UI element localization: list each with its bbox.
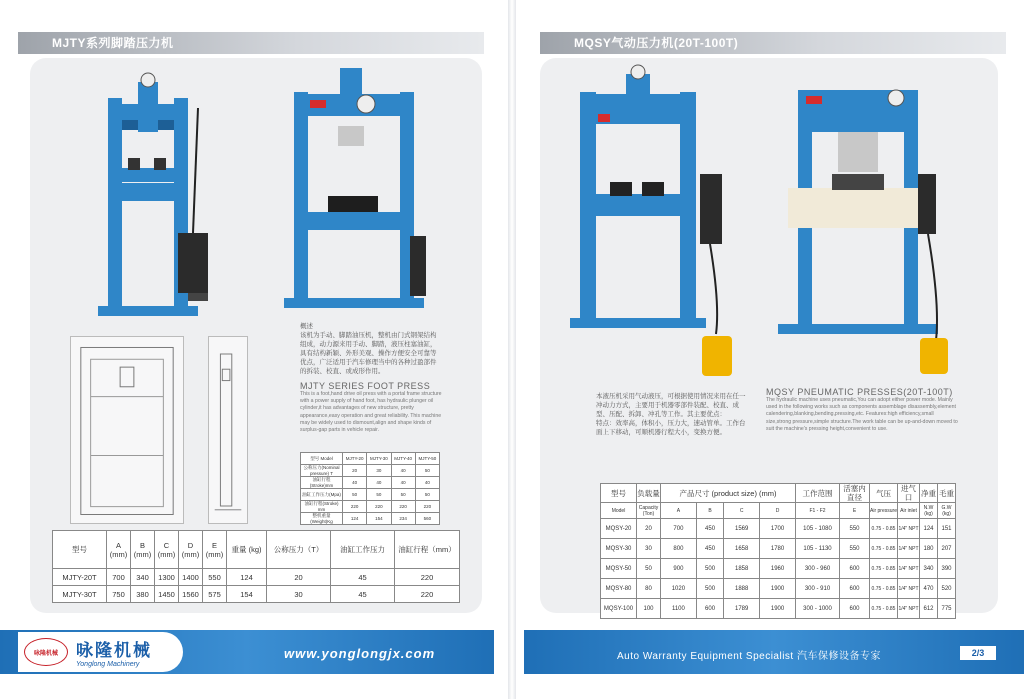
table-row <box>301 501 440 513</box>
table-cell: 30 <box>367 465 391 477</box>
table-cell: 575 <box>203 586 227 603</box>
table-cell: 公称压力(Nominal pressure) T <box>301 465 343 477</box>
description-cn: 该机为手动、脚踏油压机，整机由门式钢架结构组成，动力源来用手动、脚踏，液压柱塞油缸，具有结构新颖、外形美观、操作方便安全可靠等优点，广泛适用于汽车修理当中的各种过盈部件的拆装、校直、或成形作用。 <box>300 332 437 375</box>
table-row <box>301 477 440 489</box>
column-header: 活塞内直径 <box>840 484 870 503</box>
table-cell: 550 <box>840 539 870 559</box>
table-cell: B <box>696 503 723 519</box>
table-cell: 45 <box>331 586 395 603</box>
mjty-press-photo-1 <box>78 68 228 328</box>
table-cell: 500 <box>696 579 723 599</box>
table-cell: 340 <box>131 569 155 586</box>
mjty-description <box>300 322 442 434</box>
table-cell: 600 <box>840 579 870 599</box>
table-cell: 50 <box>391 489 415 501</box>
table-cell: 1858 <box>724 559 760 579</box>
table-cell: Air inlet <box>898 503 920 519</box>
table-cell: 220 <box>395 586 460 603</box>
table-cell: 600 <box>840 559 870 579</box>
table-cell: 520 <box>938 579 956 599</box>
table-cell: 50 <box>415 489 439 501</box>
table-cell: 1/4" NPT <box>898 539 920 559</box>
table-cell: 220 <box>395 569 460 586</box>
table-subheader-row <box>601 503 956 519</box>
table-cell: 900 <box>661 559 697 579</box>
table-cell: 50 <box>367 489 391 501</box>
table-cell: 700 <box>661 519 697 539</box>
description-en-title: MJTY SERIES FOOT PRESS <box>300 381 431 391</box>
table-cell: 1300 <box>155 569 179 586</box>
column-header: 产品尺寸 (product size) (mm) <box>661 484 796 503</box>
table-row <box>301 453 440 465</box>
table-cell: 234 <box>391 513 415 525</box>
table-cell: N.W (kg) <box>920 503 938 519</box>
table-cell: Capacity (Ton) <box>637 503 661 519</box>
table-cell: MQSY-80 <box>601 579 637 599</box>
section-title-mqsy: MQSY气动压力机(20T-100T) <box>540 32 1006 54</box>
brand-name-en: Yonglong Machinery <box>76 661 140 668</box>
technical-drawing-side <box>208 336 248 524</box>
table-row <box>601 539 956 559</box>
table-cell: 390 <box>938 559 956 579</box>
table-row <box>601 579 956 599</box>
table-cell: 40 <box>391 477 415 489</box>
table-cell: 220 <box>391 501 415 513</box>
mqsy-description-en <box>766 388 958 433</box>
table-cell: MQSY-30 <box>601 539 637 559</box>
table-cell: 300 - 1000 <box>796 599 840 619</box>
page-number: 2/3 <box>960 646 996 660</box>
table-cell: 50 <box>637 559 661 579</box>
column-header: 重量 (kg) <box>227 531 267 569</box>
table-cell: 1569 <box>724 519 760 539</box>
description-en: The hydraulic machine uses pneumatic,You can adopt either power mode. Mainly used in the following works such as components assemblage disassembly,element calendering,blanking,bending,pressing,etc. Features:high efficiency,small size,strong pressure,simple structure.The work table can be up-and-down moved to suit the machine's pressing height,convenient to use. <box>766 397 958 432</box>
table-cell: 20 <box>637 519 661 539</box>
table-cell: 1100 <box>661 599 697 619</box>
table-cell: 0.75 - 0.85 <box>870 539 898 559</box>
table-cell: 1789 <box>724 599 760 619</box>
table-cell: 0.75 - 0.85 <box>870 559 898 579</box>
column-header: D (mm) <box>179 531 203 569</box>
table-cell: MJTY-30 <box>367 453 391 465</box>
table-cell: 1450 <box>155 586 179 603</box>
table-cell: 50 <box>415 465 439 477</box>
table-cell: 1900 <box>760 579 796 599</box>
table-cell: 45 <box>331 569 395 586</box>
mqsy-spec-table <box>600 483 956 619</box>
column-header: C (mm) <box>155 531 179 569</box>
table-cell: 1700 <box>760 519 796 539</box>
table-cell: 1888 <box>724 579 760 599</box>
table-cell: F1 - F2 <box>796 503 840 519</box>
table-cell: 1560 <box>179 586 203 603</box>
table-cell: 1/4" NPT <box>898 599 920 619</box>
description-features: 特点：效率高，体积小，压力大，速动管单。工作台面上下移动，可顺机器行程大小，变换方便。 <box>596 420 746 436</box>
table-cell: 20 <box>267 569 331 586</box>
mqsy-press-photo-2 <box>768 84 948 384</box>
mjty-spec-table <box>300 452 440 525</box>
table-cell: 550 <box>203 569 227 586</box>
table-row <box>301 513 440 525</box>
table-cell: 220 <box>415 501 439 513</box>
table-cell: Model <box>601 503 637 519</box>
table-cell: 1020 <box>661 579 697 599</box>
table-cell: MQSY-50 <box>601 559 637 579</box>
table-cell: MJTY-50 <box>415 453 439 465</box>
table-cell: 220 <box>343 501 367 513</box>
brand-name-cn: 咏隆机械 <box>76 641 152 660</box>
table-cell: 700 <box>107 569 131 586</box>
table-cell: MJTY-30T <box>53 586 107 603</box>
table-cell: 500 <box>696 559 723 579</box>
table-cell: 124 <box>920 519 938 539</box>
table-cell: MJTY-20T <box>53 569 107 586</box>
brand-text <box>76 636 152 668</box>
column-header: 工作范围 <box>796 484 840 503</box>
brand-block <box>18 632 183 672</box>
mjty-press-photo-2 <box>284 66 434 316</box>
table-cell: 105 - 1080 <box>796 519 840 539</box>
column-header: 型号 <box>601 484 637 503</box>
table-cell: 整机重量(Weight)Kg <box>301 513 343 525</box>
description-en: This is a foot,hand drive oil press with a portal frame structure with a power supply of hand foot, has hydraulic plunger oil cylinder,it has advantages of new structure, pretty appearance,easy operation and great reliability. This machine may be widely used to dismount,align and shape kinds of surplus-gap parts in vehicle repair. <box>300 391 442 434</box>
description-cn: 本液压机采用气动液压，可根据使用情况来用在任一冲动力方式，主要用于机器零部件装配、校直、成型、压配、拆卸、冲孔等工作。其主要优点： <box>596 393 746 418</box>
table-cell: 220 <box>367 501 391 513</box>
table-cell: 154 <box>367 513 391 525</box>
table-cell: 450 <box>696 519 723 539</box>
table-cell: D <box>760 503 796 519</box>
table-cell: 154 <box>227 586 267 603</box>
table-cell: 100 <box>637 599 661 619</box>
description-en-title: MQSY PNEUMATIC PRESSES(20T-100T) <box>766 387 953 397</box>
table-cell: 0.75 - 0.85 <box>870 599 898 619</box>
table-cell: 470 <box>920 579 938 599</box>
table-row <box>601 599 956 619</box>
description-heading: 概述 <box>300 323 313 330</box>
column-header: B (mm) <box>131 531 155 569</box>
table-cell: 180 <box>920 539 938 559</box>
table-cell: 450 <box>696 539 723 559</box>
table-row <box>601 559 956 579</box>
table-cell: 油缸行程(Stroke)mm <box>301 477 343 489</box>
table-cell: A <box>661 503 697 519</box>
table-cell: 105 - 1130 <box>796 539 840 559</box>
mjty-dimension-table <box>52 530 460 603</box>
table-cell: 型号 Model <box>301 453 343 465</box>
table-cell: 1/4" NPT <box>898 559 920 579</box>
table-cell: 油缸工作压力(Mpa) <box>301 489 343 501</box>
table-cell: 40 <box>391 465 415 477</box>
column-header: 净重 <box>920 484 938 503</box>
table-cell: 600 <box>840 599 870 619</box>
table-cell: 612 <box>920 599 938 619</box>
table-cell: 380 <box>131 586 155 603</box>
table-cell: E <box>840 503 870 519</box>
table-cell: 0.75 - 0.85 <box>870 579 898 599</box>
footer-slogan: Auto Warranty Equipment Specialist 汽车保修设备专家 <box>617 651 881 662</box>
table-row <box>301 489 440 501</box>
table-cell: MQSY-20 <box>601 519 637 539</box>
table-cell: 40 <box>367 477 391 489</box>
table-cell: 40 <box>415 477 439 489</box>
table-row <box>601 519 956 539</box>
table-cell: MQSY-100 <box>601 599 637 619</box>
table-cell: 1400 <box>179 569 203 586</box>
mqsy-press-photo-1 <box>570 64 740 384</box>
table-cell: 207 <box>938 539 956 559</box>
table-cell: 1/4" NPT <box>898 519 920 539</box>
table-cell: 40 <box>343 477 367 489</box>
column-header: 气压 <box>870 484 898 503</box>
table-cell: 151 <box>938 519 956 539</box>
column-header: 毛重 <box>938 484 956 503</box>
table-cell: 油缸行程(Stroke) mm <box>301 501 343 513</box>
table-cell: 0.75 - 0.85 <box>870 519 898 539</box>
table-cell: 550 <box>840 519 870 539</box>
table-cell: Air pressure <box>870 503 898 519</box>
table-cell: 560 <box>415 513 439 525</box>
section-title-mjty: MJTY系列脚踏压力机 <box>18 32 484 54</box>
table-cell: 750 <box>107 586 131 603</box>
column-header: E (mm) <box>203 531 227 569</box>
table-cell: 80 <box>637 579 661 599</box>
table-cell: 800 <box>661 539 697 559</box>
table-cell: 1/4" NPT <box>898 579 920 599</box>
table-cell: MJTY-40 <box>391 453 415 465</box>
table-cell: 124 <box>343 513 367 525</box>
table-cell: 30 <box>637 539 661 559</box>
table-cell: 20 <box>343 465 367 477</box>
column-header: A (mm) <box>107 531 131 569</box>
website-url[interactable]: www.yonglongjx.com <box>284 646 436 661</box>
company-logo-icon: 咏隆机械 <box>24 638 68 666</box>
table-row <box>53 569 460 586</box>
table-row <box>53 586 460 603</box>
table-cell: 1960 <box>760 559 796 579</box>
table-header-row <box>53 531 460 569</box>
table-cell: 300 - 960 <box>796 559 840 579</box>
table-cell: C <box>724 503 760 519</box>
table-cell: 300 - 910 <box>796 579 840 599</box>
table-cell: MJTY-20 <box>343 453 367 465</box>
column-header: 型号 <box>53 531 107 569</box>
table-cell: 1780 <box>760 539 796 559</box>
table-cell: 340 <box>920 559 938 579</box>
mqsy-description-cn <box>596 392 750 437</box>
column-header: 公称压力（T） <box>267 531 331 569</box>
table-cell: 1900 <box>760 599 796 619</box>
table-cell: 124 <box>227 569 267 586</box>
table-header-row <box>601 484 956 503</box>
column-header: 油缸行程（mm） <box>395 531 460 569</box>
table-cell: 600 <box>696 599 723 619</box>
right-page <box>512 0 1024 699</box>
table-cell: G.W (kg) <box>938 503 956 519</box>
technical-drawing-front <box>70 336 184 524</box>
table-cell: 50 <box>343 489 367 501</box>
column-header: 负载量 <box>637 484 661 503</box>
table-row <box>301 465 440 477</box>
table-cell: 775 <box>938 599 956 619</box>
column-header: 油缸工作压力 <box>331 531 395 569</box>
table-cell: 1658 <box>724 539 760 559</box>
column-header: 进气口 <box>898 484 920 503</box>
table-cell: 30 <box>267 586 331 603</box>
